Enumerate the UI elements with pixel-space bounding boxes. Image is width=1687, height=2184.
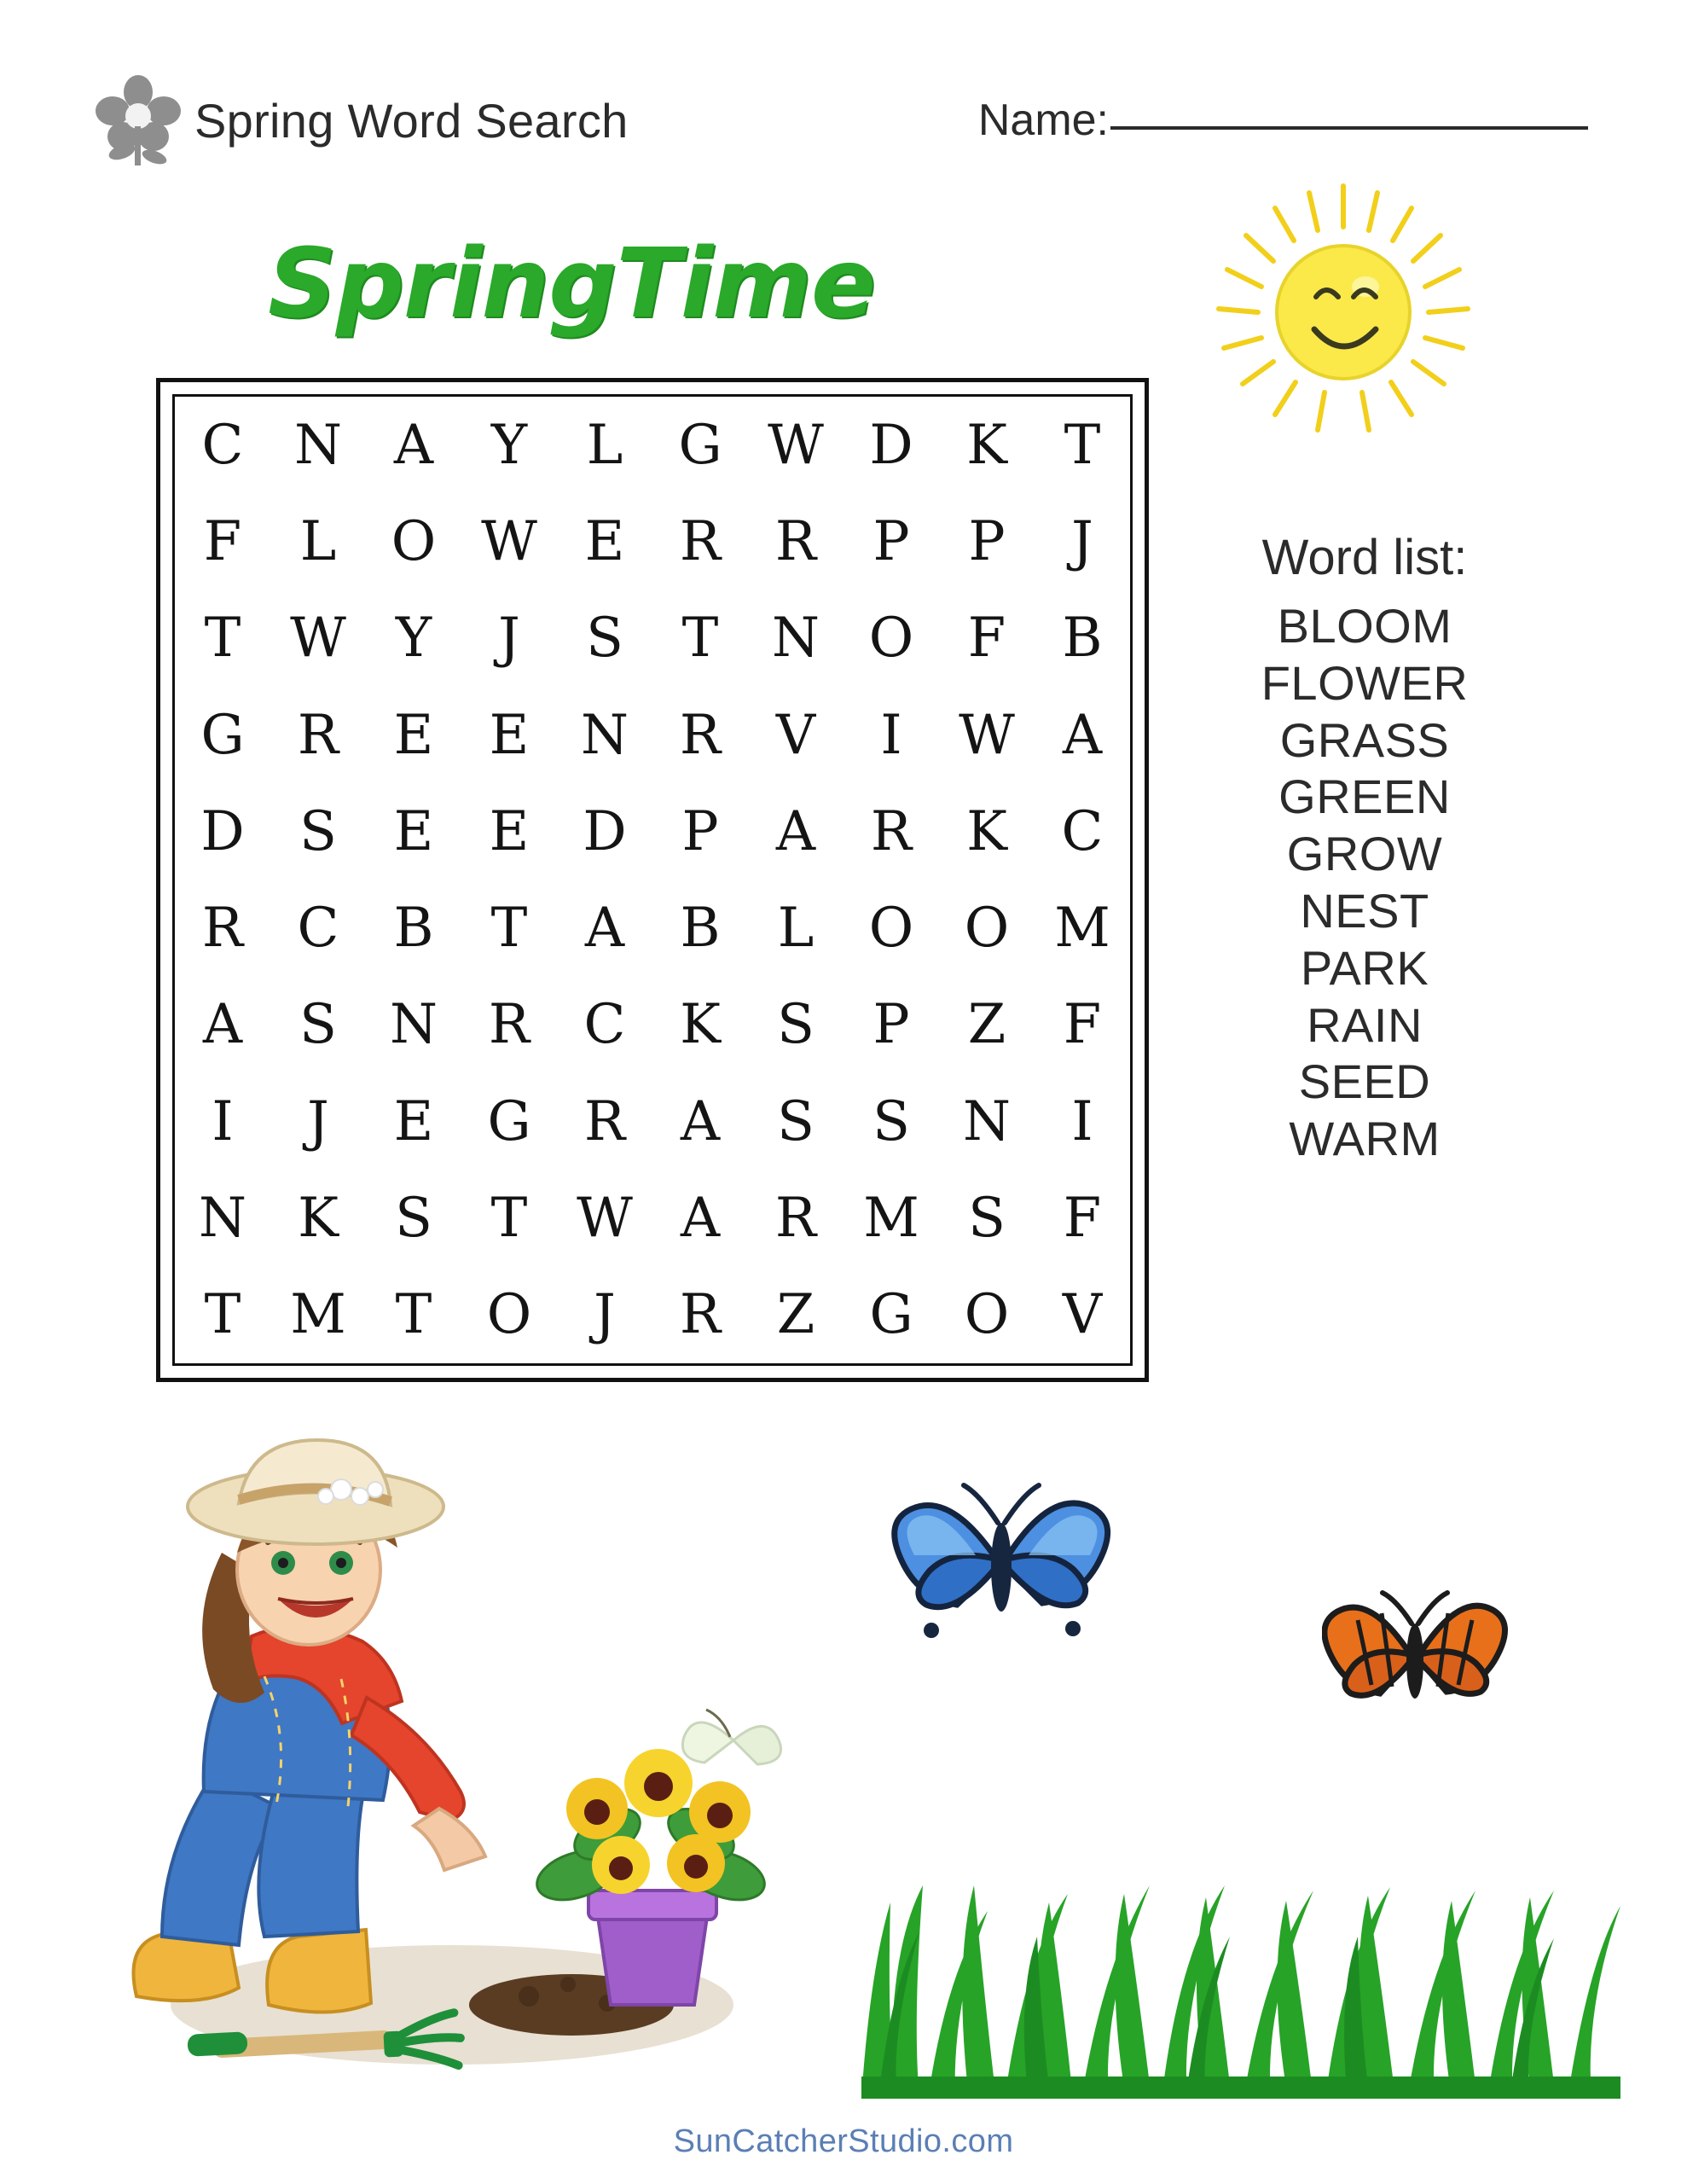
- grid-cell[interactable]: T: [490, 1187, 528, 1251]
- grid-cell[interactable]: O: [868, 897, 914, 961]
- grid-cell[interactable]: O: [964, 1283, 1010, 1347]
- word-search-grid[interactable]: [156, 378, 1149, 1382]
- green-grass-illustration: [861, 1757, 1620, 2099]
- grid-cell[interactable]: M: [1054, 897, 1110, 961]
- grid-cell[interactable]: S: [586, 607, 623, 671]
- word-list-item[interactable]: GREEN: [1278, 770, 1451, 824]
- grid-cell[interactable]: Z: [776, 1283, 815, 1347]
- orange-butterfly-illustration: [1322, 1583, 1510, 1740]
- grid-cell[interactable]: A: [393, 413, 434, 477]
- grid-cell[interactable]: P: [968, 509, 1006, 573]
- grid-cell[interactable]: T: [490, 897, 528, 961]
- grid-cell[interactable]: E: [489, 799, 530, 863]
- word-list-item[interactable]: FLOWER: [1261, 655, 1469, 710]
- grid-cell[interactable]: J: [307, 1089, 329, 1153]
- page-title: Spring Word Search: [194, 93, 629, 148]
- flower-icon: [94, 73, 183, 167]
- grid-cell[interactable]: O: [486, 1283, 532, 1347]
- grid-cell[interactable]: N: [581, 703, 629, 767]
- grid-cell[interactable]: D: [583, 799, 627, 863]
- word-list-item[interactable]: GRASS: [1279, 712, 1450, 767]
- grid-cell[interactable]: N: [294, 413, 342, 477]
- word-list-item[interactable]: WARM: [1289, 1112, 1441, 1166]
- word-list-item[interactable]: GROW: [1286, 827, 1443, 881]
- grid-cell[interactable]: O: [868, 607, 914, 671]
- grid-cell[interactable]: C: [201, 413, 244, 477]
- grid-cell[interactable]: S: [395, 1187, 432, 1251]
- grid-cell[interactable]: C: [583, 993, 626, 1057]
- grid-cell[interactable]: K: [966, 799, 1007, 863]
- grid-cell[interactable]: W: [481, 509, 537, 573]
- grid-cell[interactable]: W: [577, 1187, 633, 1251]
- grid-cell[interactable]: I: [880, 703, 902, 767]
- puzzle-title: SpringTime: [268, 229, 875, 340]
- grid-cell[interactable]: E: [489, 703, 530, 767]
- word-list-item[interactable]: SEED: [1298, 1054, 1431, 1109]
- sun-icon: [1190, 177, 1497, 459]
- word-list: [1194, 529, 1535, 1168]
- grid-cell[interactable]: D: [869, 413, 913, 477]
- grid-cell[interactable]: K: [298, 1187, 339, 1251]
- word-list-item[interactable]: PARK: [1300, 940, 1429, 995]
- grid-cell[interactable]: D: [200, 799, 245, 863]
- grid-cell[interactable]: T: [395, 1283, 432, 1347]
- grid-cell[interactable]: A: [775, 799, 816, 863]
- grid-cell[interactable]: K: [966, 413, 1007, 477]
- grid-cell[interactable]: K: [680, 993, 721, 1057]
- grid-cell[interactable]: A: [1062, 703, 1103, 767]
- grid-cell[interactable]: G: [869, 1283, 913, 1347]
- grid-cell[interactable]: N: [199, 1187, 246, 1251]
- blue-butterfly-illustration: [887, 1472, 1117, 1659]
- grid-cell[interactable]: R: [679, 509, 722, 573]
- grid-cell[interactable]: J: [498, 607, 520, 671]
- grid-cell[interactable]: R: [201, 897, 244, 961]
- grid-cell[interactable]: W: [768, 413, 824, 477]
- grid-cell[interactable]: B: [680, 897, 721, 961]
- grid-cell[interactable]: L: [586, 413, 623, 477]
- grid-cell[interactable]: T: [204, 1283, 241, 1347]
- grid-cell[interactable]: I: [1071, 1089, 1093, 1153]
- grid-cell[interactable]: R: [488, 993, 530, 1057]
- grid-cell[interactable]: I: [212, 1089, 234, 1153]
- grid-cell[interactable]: Y: [395, 607, 432, 671]
- grid-cell[interactable]: A: [680, 1089, 721, 1153]
- grid-cell[interactable]: J: [1071, 509, 1093, 573]
- grid-cell[interactable]: L: [777, 897, 815, 961]
- word-list-item[interactable]: BLOOM: [1277, 599, 1452, 653]
- girl-planting-flowers-illustration: [85, 1408, 836, 2090]
- grid-cell[interactable]: C: [297, 897, 339, 961]
- grid-cell[interactable]: S: [777, 1089, 815, 1153]
- grid-cell[interactable]: G: [487, 1089, 531, 1153]
- grid-cell[interactable]: G: [200, 703, 245, 767]
- footer-credit: SunCatcherStudio.com: [673, 2123, 1014, 2159]
- grid-cell[interactable]: Z: [967, 993, 1006, 1057]
- grid-cell[interactable]: R: [774, 509, 817, 573]
- grid-cell[interactable]: T: [204, 607, 241, 671]
- grid-cell[interactable]: A: [202, 993, 243, 1057]
- grid-cell[interactable]: T: [681, 607, 719, 671]
- grid-cell[interactable]: V: [775, 703, 816, 767]
- grid-cell[interactable]: T: [1064, 413, 1101, 477]
- page-header: [94, 73, 1593, 167]
- grid-cell[interactable]: M: [290, 1283, 346, 1347]
- word-list-item[interactable]: NEST: [1300, 883, 1429, 938]
- grid-cell[interactable]: E: [393, 799, 434, 863]
- grid-cell[interactable]: R: [870, 799, 913, 863]
- grid-cell[interactable]: B: [1062, 607, 1103, 671]
- grid-cell[interactable]: W: [959, 703, 1015, 767]
- grid-cell[interactable]: S: [872, 1089, 910, 1153]
- grid-cell[interactable]: P: [872, 993, 910, 1057]
- grid-cell[interactable]: R: [583, 1089, 626, 1153]
- grid-cell[interactable]: W: [290, 607, 346, 671]
- grid-cell[interactable]: R: [297, 703, 339, 767]
- grid-cell[interactable]: J: [594, 1283, 616, 1347]
- grid-cell[interactable]: F: [967, 607, 1006, 671]
- grid-cell[interactable]: F: [203, 509, 242, 573]
- grid-cell[interactable]: R: [774, 1187, 817, 1251]
- grid-cell[interactable]: Y: [490, 413, 528, 477]
- grid-cell[interactable]: S: [299, 799, 337, 863]
- grid-cell[interactable]: F: [1063, 1187, 1102, 1251]
- grid-cell[interactable]: E: [584, 509, 625, 573]
- name-label: Name:: [977, 96, 1109, 145]
- word-list-title: Word list:: [1261, 530, 1468, 585]
- grid-cell[interactable]: G: [678, 413, 722, 477]
- grid-cell[interactable]: C: [1061, 799, 1104, 863]
- grid-cell[interactable]: B: [393, 897, 434, 961]
- word-list-item[interactable]: RAIN: [1307, 997, 1423, 1052]
- grid-cell[interactable]: A: [680, 1187, 721, 1251]
- grid-cell[interactable]: R: [679, 1283, 722, 1347]
- grid-cell[interactable]: F: [1063, 993, 1102, 1057]
- grid-cell[interactable]: P: [872, 509, 910, 573]
- name-input-line[interactable]: [1110, 126, 1588, 130]
- grid-cell[interactable]: A: [584, 897, 625, 961]
- grid-cell[interactable]: E: [393, 1089, 434, 1153]
- grid-cell[interactable]: O: [391, 509, 437, 573]
- grid-cell[interactable]: N: [963, 1089, 1011, 1153]
- grid-cell[interactable]: N: [390, 993, 438, 1057]
- grid-cell[interactable]: R: [679, 703, 722, 767]
- grid-cell[interactable]: E: [393, 703, 434, 767]
- name-field-group: [978, 95, 1593, 146]
- grid-cell[interactable]: V: [1062, 1283, 1103, 1347]
- grid-cell[interactable]: O: [964, 897, 1010, 961]
- grid-cell[interactable]: N: [772, 607, 820, 671]
- grid-cell[interactable]: M: [863, 1187, 919, 1251]
- grid-cell[interactable]: L: [299, 509, 337, 573]
- grid-cell[interactable]: S: [299, 993, 337, 1057]
- grid-cell[interactable]: P: [681, 799, 719, 863]
- grid-cell[interactable]: S: [777, 993, 815, 1057]
- grid-cell[interactable]: S: [968, 1187, 1006, 1251]
